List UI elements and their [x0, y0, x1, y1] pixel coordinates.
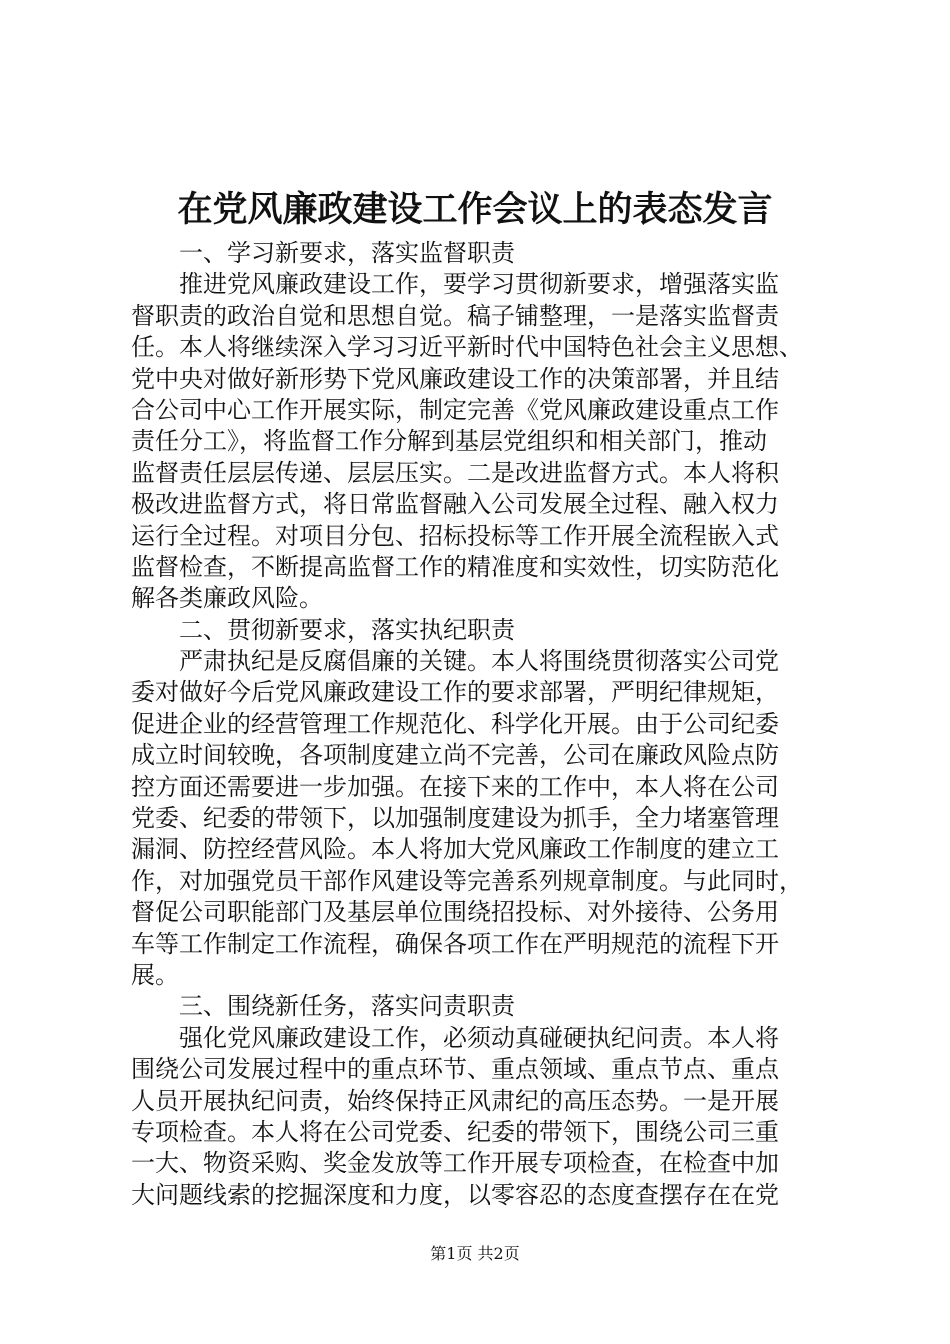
body-line: 推进党风廉政建设工作，要学习贯彻新要求，增强落实监: [131, 270, 779, 299]
body-line: 运行全过程。对项目分包、招标投标等工作开展全流程嵌入式: [131, 521, 779, 550]
body-line: 严肃执纪是反腐倡廉的关键。本人将围绕贯彻落实公司党: [131, 647, 779, 676]
body-line: 三、围绕新任务，落实问责职责: [131, 992, 515, 1021]
body-line: 合公司中心工作开展实际，制定完善《党风廉政建设重点工作: [131, 395, 779, 424]
body-line: 大问题线索的挖掘深度和力度，以零容忍的态度查摆存在在党: [131, 1180, 779, 1209]
body-line: 强化党风廉政建设工作，必须动真碰硬执纪问责。本人将: [131, 1023, 779, 1052]
body-line: 促进企业的经营管理工作规范化、科学化开展。由于公司纪委: [131, 709, 779, 738]
body-line: 任。本人将继续深入学习习近平新时代中国特色社会主义思想、: [131, 333, 803, 362]
body-line: 车等工作制定工作流程，确保各项工作在严明规范的流程下开: [131, 929, 779, 958]
body-line: 二、贯彻新要求，落实执纪职责: [131, 615, 515, 644]
body-line: 围绕公司发展过程中的重点环节、重点领域、重点节点、重点: [131, 1055, 779, 1084]
body-line: 极改进监督方式，将日常监督融入公司发展全过程、融入权力: [131, 490, 779, 519]
body-line: 监督检查，不断提高监督工作的精准度和实效性，切实防范化: [131, 552, 779, 581]
body-line: 一、学习新要求，落实监督职责: [131, 239, 515, 267]
body-line: 解各类廉政风险。: [131, 584, 323, 613]
body-line: 展。: [131, 960, 179, 989]
document-title: 在党风廉政建设工作会议上的表态发言: [177, 189, 773, 230]
body-line: 委对做好今后党风廉政建设工作的要求部署，严明纪律规矩，: [131, 678, 779, 707]
body-line: 党中央对做好新形势下党风廉政建设工作的决策部署，并且结: [131, 364, 779, 393]
body-line: 控方面还需要进一步加强。在接下来的工作中，本人将在公司: [131, 772, 779, 801]
body-line: 一大、物资采购、奖金发放等工作开展专项检查，在检查中加: [131, 1149, 779, 1178]
body-line: 督职责的政治自觉和思想自觉。稿子铺整理，一是落实监督责: [131, 301, 779, 330]
body-line: 作，对加强党员干部作风建设等完善系列规章制度。与此同时，: [131, 866, 803, 895]
body-line: 成立时间较晚，各项制度建立尚不完善，公司在廉政风险点防: [131, 741, 779, 770]
body-line: 人员开展执纪问责，始终保持正风肃纪的高压态势。一是开展: [131, 1086, 779, 1115]
body-line: 督促公司职能部门及基层单位围绕招投标、对外接待、公务用: [131, 898, 779, 927]
page-number: 第1页 共2页: [430, 1244, 520, 1263]
body-line: 党委、纪委的带领下，以加强制度建设为抓手，全力堵塞管理: [131, 804, 779, 833]
document-body: [131, 238, 829, 1211]
body-line: 专项检查。本人将在公司党委、纪委的带领下，围绕公司三重: [131, 1117, 779, 1146]
body-line: 漏洞、防控经营风险。本人将加大党风廉政工作制度的建立工: [131, 835, 779, 864]
body-line: 监督责任层层传递、层层压实。二是改进监督方式。本人将积: [131, 458, 779, 487]
body-line: 责任分工》，将监督工作分解到基层党组织和相关部门，推动: [131, 427, 767, 456]
